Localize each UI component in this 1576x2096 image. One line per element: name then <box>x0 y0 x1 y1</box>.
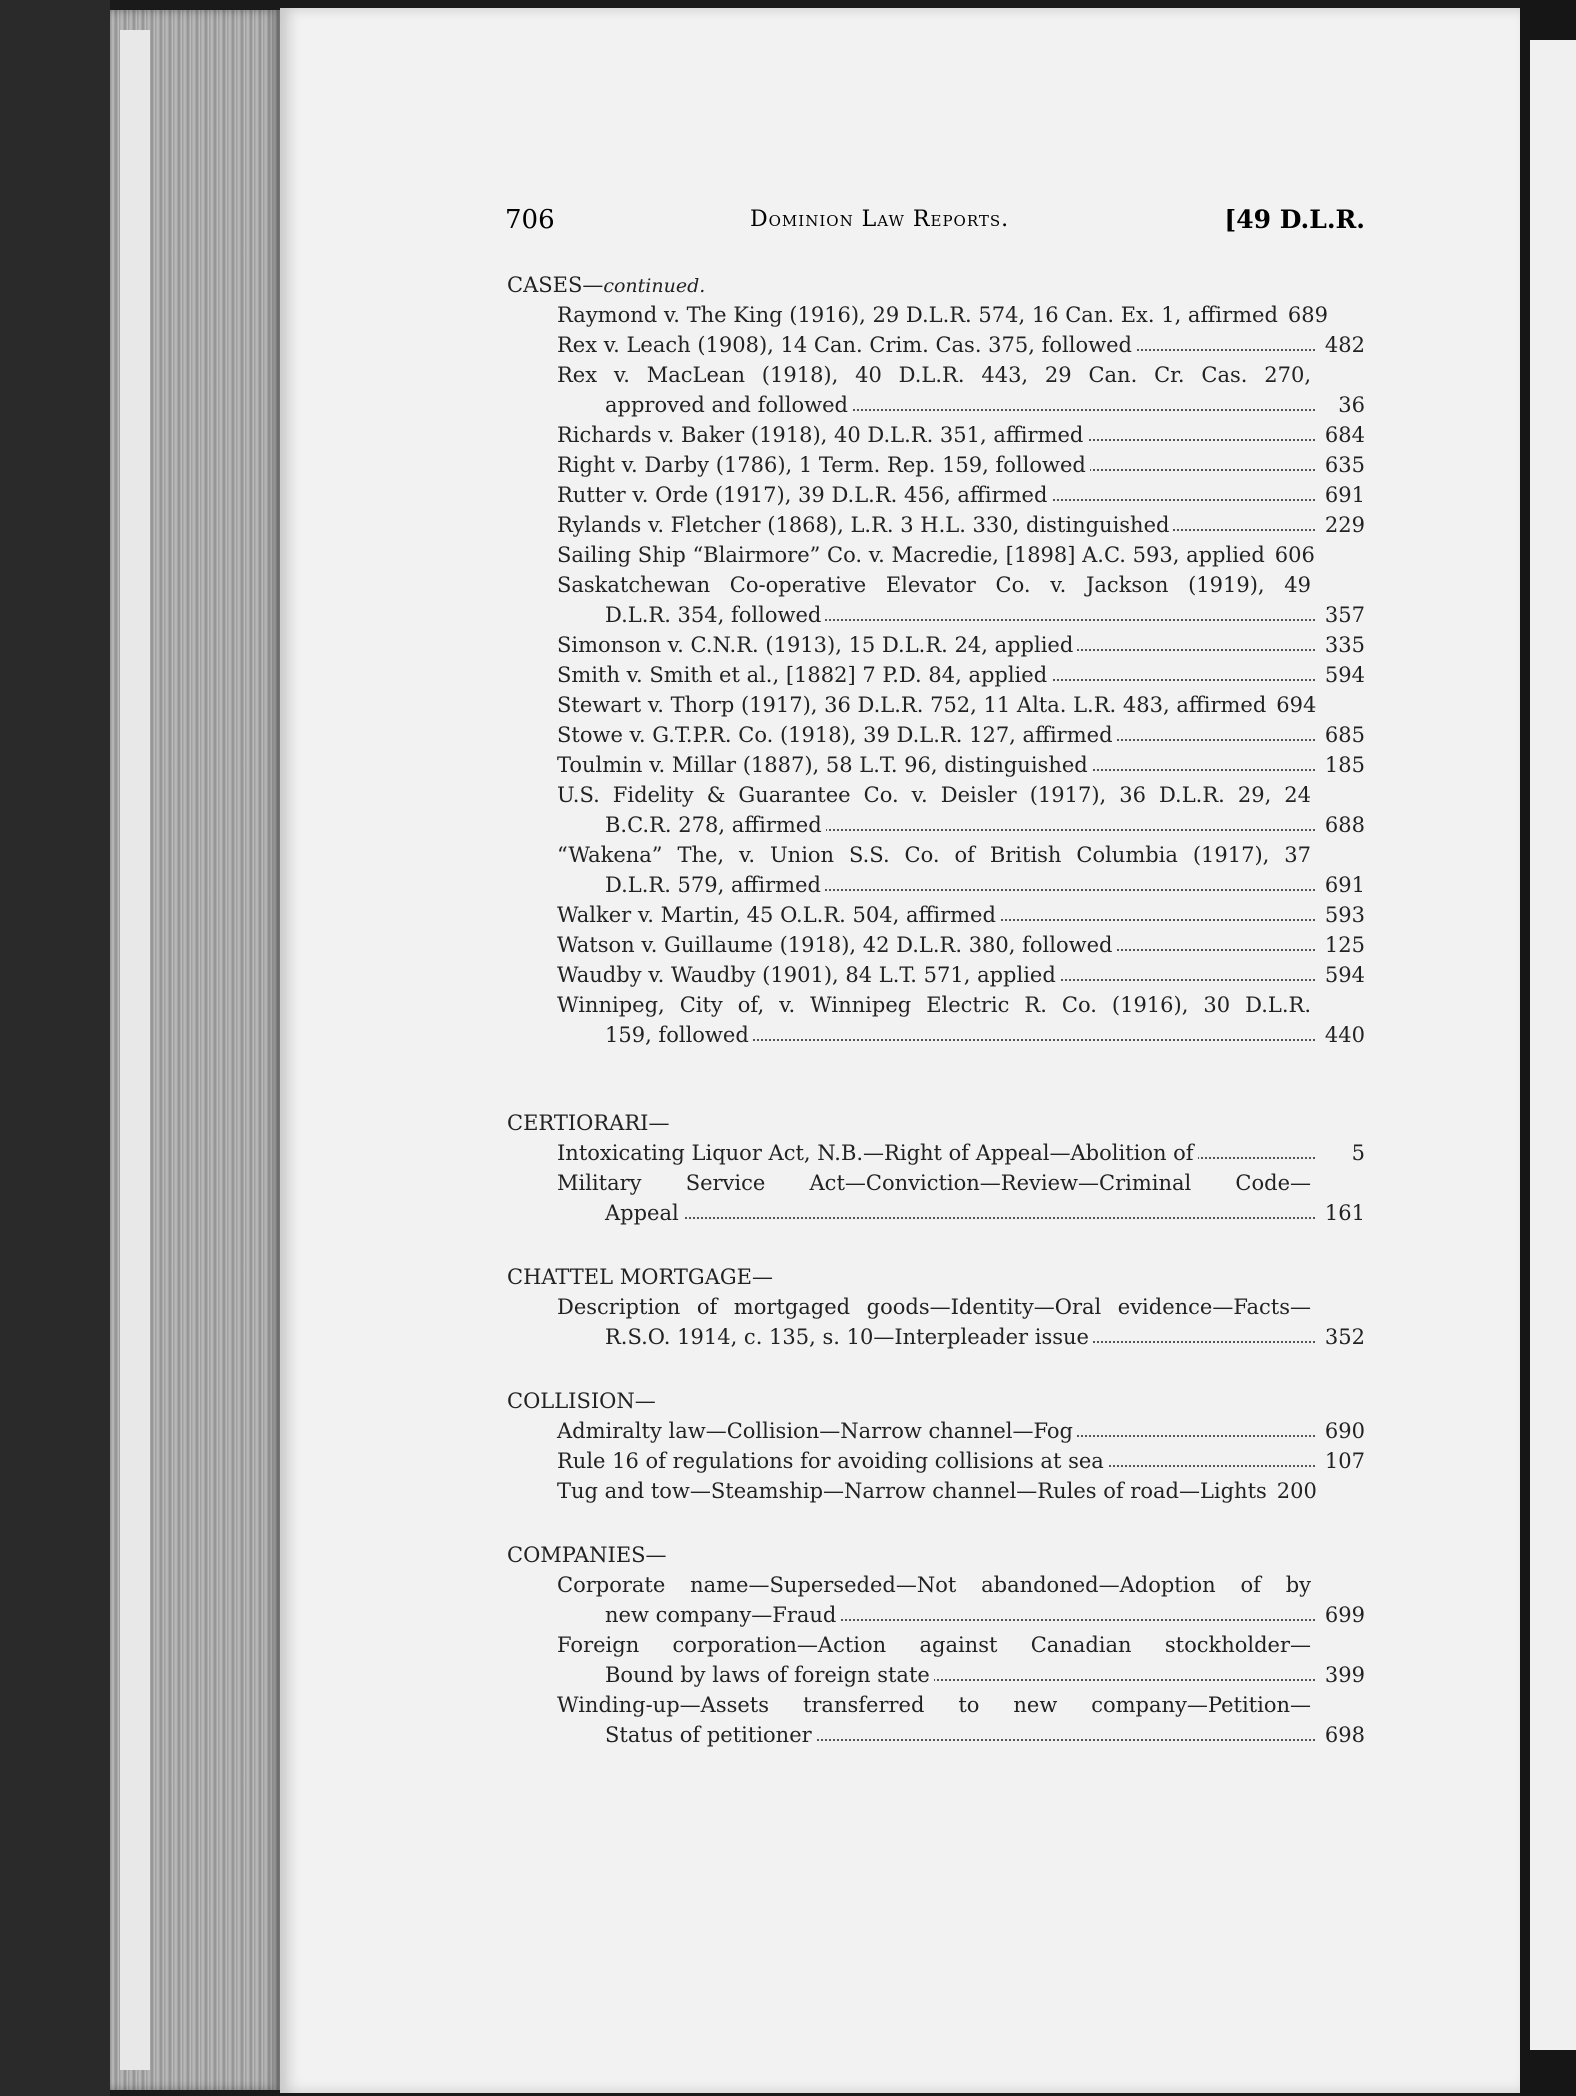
index-entry <box>505 480 1365 510</box>
entry-page-number: 606 <box>1274 543 1315 567</box>
entry-text: Appeal <box>605 1201 683 1225</box>
entry-page-number: 689 <box>1287 303 1329 327</box>
index-entry <box>505 1168 1365 1228</box>
index-entry <box>505 1416 1365 1446</box>
index-entry <box>505 720 1365 750</box>
index-entry <box>505 1446 1365 1476</box>
entry-text: D.L.R. 579, affirmed <box>605 873 825 897</box>
entry-page-number: 5 <box>1351 1141 1365 1165</box>
entry-line <box>557 1416 1365 1446</box>
section-heading-text: COMPANIES— <box>507 1543 667 1567</box>
entry-line <box>557 1720 1365 1750</box>
section-heading <box>507 1540 1365 1570</box>
index-entry <box>505 840 1365 900</box>
entry-text: B.C.R. 278, affirmed <box>605 813 826 837</box>
entry-text: Stowe v. G.T.P.R. Co. (1918), 39 D.L.R. 127, affirmed <box>557 723 1117 747</box>
entry-line <box>557 450 1365 480</box>
entry-text: Intoxicating Liquor Act, N.B.—Right of Appeal—Abolition of <box>557 1141 1198 1165</box>
entry-text: D.L.R. 354, followed <box>605 603 825 627</box>
entry-page-number: 440 <box>1324 1023 1365 1047</box>
entry-text: “Wakena” The, v. Union S.S. Co. of British Columbia (1917), 37 <box>557 843 1315 867</box>
entry-line <box>557 390 1365 420</box>
section-heading-text: CERTIORARI— <box>507 1111 670 1135</box>
volume-reference: [49 D.L.R. <box>1224 205 1365 234</box>
entry-page-number: 691 <box>1324 873 1365 897</box>
section-heading <box>507 1386 1365 1416</box>
publication-title: Dominion Law Reports. <box>750 207 1010 232</box>
entry-page-number: 335 <box>1324 633 1365 657</box>
index-entry <box>505 630 1365 660</box>
entry-page-number: 200 <box>1276 1479 1317 1503</box>
index-section <box>505 1540 1365 1750</box>
index-entry <box>505 1690 1365 1750</box>
entry-text: Smith v. Smith et al., [1882] 7 P.D. 84, applied <box>557 663 1051 687</box>
entry-line <box>557 1168 1365 1198</box>
entry-text: Rule 16 of regulations for avoiding collisions at sea <box>557 1449 1108 1473</box>
index-entry <box>505 1570 1365 1630</box>
entry-page-number: 482 <box>1324 333 1365 357</box>
section-heading-text: COLLISION— <box>507 1389 656 1413</box>
entry-text: Toulmin v. Millar (1887), 58 L.T. 96, distinguished <box>557 753 1092 777</box>
entry-line <box>557 480 1365 510</box>
index-entry <box>505 690 1365 720</box>
entry-line <box>557 1292 1365 1322</box>
entry-page-number: 399 <box>1324 1663 1365 1687</box>
entry-text: approved and followed <box>605 393 852 417</box>
entry-line <box>557 720 1365 750</box>
entry-text: Sailing Ship “Blairmore” Co. v. Macredie, [1898] A.C. 593, applied <box>557 543 1269 567</box>
index-entry <box>505 420 1365 450</box>
entry-line <box>557 1020 1365 1050</box>
entry-line <box>557 510 1365 540</box>
index-entry <box>505 330 1365 360</box>
entry-page-number: 684 <box>1324 423 1365 447</box>
entry-line <box>557 630 1365 660</box>
entry-text: Stewart v. Thorp (1917), 36 D.L.R. 752, 11 Alta. L.R. 483, affirmed <box>557 693 1270 717</box>
entry-page-number: 698 <box>1324 1723 1365 1747</box>
index-entry <box>505 1292 1365 1352</box>
index-section <box>505 1108 1365 1228</box>
index-entry <box>505 960 1365 990</box>
section-heading <box>507 1262 1365 1292</box>
index-entry <box>505 780 1365 840</box>
index-entry <box>505 540 1365 570</box>
index-entry <box>505 510 1365 540</box>
entry-text: Corporate name—Superseded—Not abandoned—Adoption of by <box>557 1573 1315 1597</box>
index-entry <box>505 450 1365 480</box>
entry-text: Status of petitioner <box>605 1723 816 1747</box>
entry-text: Winding-up—Assets transferred to new company—Petition— <box>557 1693 1315 1717</box>
section-heading-text: CASES— <box>507 273 604 297</box>
entry-line <box>557 1476 1365 1506</box>
section-heading-text: CHATTEL MORTGAGE— <box>507 1265 773 1289</box>
section-heading <box>507 270 1365 300</box>
entry-text: Winnipeg, City of, v. Winnipeg Electric R. Co. (1916), 30 D.L.R. <box>557 993 1315 1017</box>
entry-page-number: 161 <box>1324 1201 1365 1225</box>
index-entry <box>505 750 1365 780</box>
entry-page-number: 688 <box>1324 813 1365 837</box>
entry-page-number: 36 <box>1338 393 1365 417</box>
entry-text: Rutter v. Orde (1917), 39 D.L.R. 456, affirmed <box>557 483 1051 507</box>
entry-line <box>557 960 1365 990</box>
entry-line <box>557 930 1365 960</box>
entry-text: new company—Fraud <box>605 1603 840 1627</box>
entry-text: Rex v. MacLean (1918), 40 D.L.R. 443, 29 Can. Cr. Cas. 270, <box>557 363 1315 387</box>
entry-line <box>557 1630 1365 1660</box>
index-entry <box>505 1630 1365 1690</box>
entry-page-number: 352 <box>1324 1325 1365 1349</box>
entry-text: Right v. Darby (1786), 1 Term. Rep. 159, followed <box>557 453 1090 477</box>
entry-text: Description of mortgaged goods—Identity—Oral evidence—Facts— <box>557 1295 1315 1319</box>
book-spine-left <box>0 0 110 2096</box>
entry-line <box>557 690 1365 720</box>
entry-text: R.S.O. 1914, c. 135, s. 10—Interpleader issue <box>605 1325 1093 1349</box>
entry-line <box>557 360 1365 390</box>
section-heading <box>507 1108 1365 1138</box>
running-header <box>505 205 1365 245</box>
entry-line <box>557 1660 1365 1690</box>
entry-page-number: 593 <box>1324 903 1365 927</box>
facing-page-edge <box>1530 40 1576 2050</box>
entry-line <box>557 540 1365 570</box>
entry-text: Rex v. Leach (1908), 14 Can. Crim. Cas. 375, followed <box>557 333 1136 357</box>
index-section <box>505 1262 1365 1352</box>
entry-page-number: 594 <box>1324 963 1365 987</box>
entry-line <box>557 660 1365 690</box>
index-body <box>505 270 1365 1784</box>
entry-text: Admiralty law—Collision—Narrow channel—Fog <box>557 1419 1077 1443</box>
index-entry <box>505 1138 1365 1168</box>
entry-line <box>557 570 1365 600</box>
entry-line <box>557 420 1365 450</box>
entry-page-number: 691 <box>1324 483 1365 507</box>
index-entry <box>505 570 1365 630</box>
index-section <box>505 270 1365 1050</box>
entry-text: Rylands v. Fletcher (1868), L.R. 3 H.L. 330, distinguished <box>557 513 1173 537</box>
page-stack-highlight <box>120 30 150 2070</box>
entry-text: Simonson v. C.N.R. (1913), 15 D.L.R. 24, applied <box>557 633 1077 657</box>
index-entry <box>505 900 1365 930</box>
entry-page-number: 107 <box>1324 1449 1365 1473</box>
entry-page-number: 185 <box>1324 753 1365 777</box>
entry-text: U.S. Fidelity & Guarantee Co. v. Deisler (1917), 36 D.L.R. 29, 24 <box>557 783 1315 807</box>
index-section <box>505 1386 1365 1506</box>
entry-line <box>557 300 1365 330</box>
entry-line <box>557 1570 1365 1600</box>
entry-page-number: 690 <box>1324 1419 1365 1443</box>
entry-line <box>557 750 1365 780</box>
entry-text: Watson v. Guillaume (1918), 42 D.L.R. 380, followed <box>557 933 1116 957</box>
entry-text: Waudby v. Waudby (1901), 84 L.T. 571, applied <box>557 963 1060 987</box>
entry-text: Military Service Act—Conviction—Review—Criminal Code— <box>557 1171 1315 1195</box>
entry-page-number: 699 <box>1324 1603 1365 1627</box>
index-entry <box>505 660 1365 690</box>
entry-text: Tug and tow—Steamship—Narrow channel—Rules of road—Lights <box>557 1479 1271 1503</box>
index-entry <box>505 990 1365 1050</box>
entry-page-number: 635 <box>1324 453 1365 477</box>
entry-line <box>557 900 1365 930</box>
entry-text: Richards v. Baker (1918), 40 D.L.R. 351, affirmed <box>557 423 1087 447</box>
entry-line <box>557 330 1365 360</box>
index-entry <box>505 300 1365 330</box>
entry-line <box>557 1322 1365 1352</box>
entry-text: Saskatchewan Co-operative Elevator Co. v. Jackson (1919), 49 <box>557 573 1315 597</box>
entry-line <box>557 840 1365 870</box>
entry-line <box>557 1446 1365 1476</box>
entry-line <box>557 780 1365 810</box>
entry-page-number: 357 <box>1324 603 1365 627</box>
entry-text: 159, followed <box>605 1023 753 1047</box>
entry-text: Walker v. Martin, 45 O.L.R. 504, affirmed <box>557 903 1000 927</box>
index-entry <box>505 360 1365 420</box>
entry-page-number: 229 <box>1324 513 1365 537</box>
page-number: 706 <box>505 205 555 235</box>
entry-page-number: 125 <box>1324 933 1365 957</box>
entry-line <box>557 1198 1365 1228</box>
entry-text: Bound by laws of foreign state <box>605 1663 934 1687</box>
section-heading-continued: continued. <box>603 275 706 297</box>
entry-text: Foreign corporation—Action against Canadian stockholder— <box>557 1633 1315 1657</box>
index-entry <box>505 1476 1365 1506</box>
entry-line <box>557 600 1365 630</box>
entry-page-number: 694 <box>1276 693 1317 717</box>
entry-page-number: 685 <box>1324 723 1365 747</box>
entry-line <box>557 1600 1365 1630</box>
entry-line <box>557 870 1365 900</box>
entry-line <box>557 990 1365 1020</box>
index-entry <box>505 930 1365 960</box>
entry-line <box>557 1138 1365 1168</box>
entry-page-number: 594 <box>1324 663 1365 687</box>
entry-text: Raymond v. The King (1916), 29 D.L.R. 574, 16 Can. Ex. 1, affirmed <box>557 303 1282 327</box>
entry-line <box>557 810 1365 840</box>
entry-line <box>557 1690 1365 1720</box>
